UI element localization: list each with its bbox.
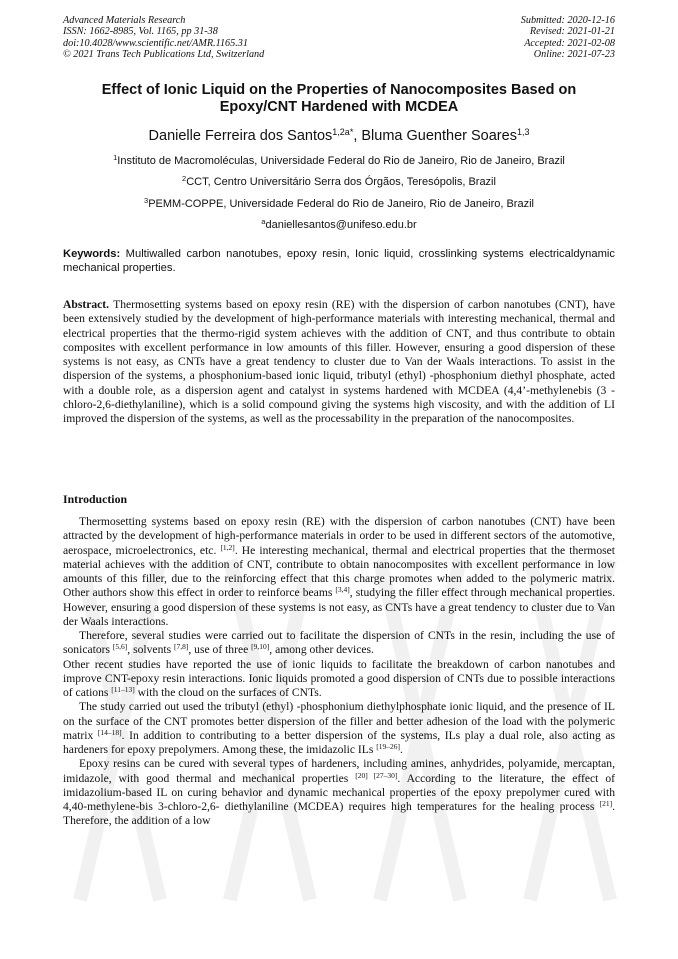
- text-run: The study carried out used the tributyl (ethyl) -phosphonium diethylphosphate ionic liquid, and the presence of IL on the surface of the CNT promotes better dispersion of the filler and better adhesion of the load with the polymeric matrix: [63, 700, 615, 742]
- affiliation-2: [63, 172, 615, 189]
- text-run: , among other devices.: [269, 643, 374, 657]
- citation: [3,4]: [335, 585, 350, 595]
- section-heading-introduction: Introduction: [63, 492, 128, 506]
- author-1: Danielle Ferreira dos Santos: [148, 128, 333, 144]
- citation: [14–18]: [97, 727, 122, 737]
- text-run: , use of three: [188, 643, 252, 657]
- text-run: .: [400, 743, 403, 756]
- keywords: [63, 248, 615, 275]
- affiliation-3-text: PEMM-COPPE, Universidade Federal do Rio de Janeiro, Rio de Janeiro, Brazil: [148, 198, 534, 210]
- citation: [11–13]: [111, 685, 135, 694]
- text-run: . He interesting mechanical, thermal and electrical properties that the thermoset material achieves with the addition of CNT, contribute to obtain nanocomposites with excellent performance in low amounts of this filler, due to the reinforcing effect that this charge promotes when added to the polymeric matrix. Other authors show this effect in order to reinforce beams: [63, 543, 615, 600]
- citation: [19–26]: [376, 742, 401, 751]
- intro-paragraph-5: [63, 757, 615, 828]
- abstract-label: Abstract.: [63, 298, 110, 311]
- text-run: . In addition to contributing to a better dispersion of the systems, ILs play a dual role, also acting as hardeners for epoxy prepolymers. Among these, the imidazolic ILs: [63, 728, 615, 756]
- text-run: . According to the literature, the effect of imidazolium-based IL on curing behavior and dynamic mechanical properties of the epoxy prepolymer cured with 4,40-methylene-bis 3-chloro-2,6- diethylaniline (MCDEA) requires high temperatures for the healing process: [63, 771, 615, 813]
- intro-paragraph-1: [63, 515, 615, 629]
- citation: [5,6]: [112, 642, 128, 652]
- affiliation-1-text: Instituto de Macromoléculas, Universidade Federal do Rio de Janeiro, Rio de Janeiro, Brazil: [117, 155, 565, 167]
- author-1-sup: 1,2a*: [332, 127, 354, 137]
- intro-paragraph-2: [63, 629, 615, 658]
- citation: [20] [27–30]: [355, 770, 398, 780]
- text-run: , solvents: [127, 643, 174, 657]
- abstract: [63, 298, 615, 426]
- affiliation-2-text: CCT, Centro Universitário Serra dos Órgãos, Teresópolis, Brazil: [186, 176, 496, 188]
- text-run: with the cloud on the surfaces of CNTs.: [134, 686, 322, 699]
- text-run: Therefore, several studies were carried out to facilitate the dispersion of CNTs in the resin, including the use of sonicators: [63, 629, 615, 657]
- email: [63, 215, 615, 232]
- affiliation-2-sup: 2: [182, 174, 187, 183]
- intro-paragraph-4: [63, 700, 615, 757]
- affiliation-1-sup: 1: [113, 153, 118, 162]
- journal-name: Advanced Materials Research: [63, 15, 186, 26]
- journal-info: [63, 15, 264, 60]
- keywords-text: Multiwalled carbon nanotubes, epoxy resin, Ionic liquid, crosslinking systems electricaldynamic mechanical properties.: [63, 248, 615, 274]
- accepted-date: Accepted: 2021-02-08: [524, 37, 615, 49]
- keywords-label: Keywords:: [63, 248, 121, 260]
- text-run: , studying the filler effect through mechanical properties. However, ensuring a good dispersion of these systems is not easy, as CNTs have a great tendency to cluster due to Van der Waals interactions.: [63, 586, 615, 628]
- doi-line: doi:10.4028/www.scientific.net/AMR.1165.31: [63, 37, 248, 49]
- email-sup: a: [261, 217, 266, 226]
- title-line-1: Effect of Ionic Liquid on the Properties of Nanocomposites Based on: [101, 82, 577, 98]
- revised-date: Revised: 2021-01-21: [529, 26, 615, 38]
- affiliation-3-sup: 3: [144, 196, 149, 205]
- affiliation-1: [63, 151, 615, 168]
- dates-info: [521, 15, 615, 60]
- citation: [21]: [599, 799, 613, 808]
- authors: [63, 123, 615, 145]
- citation: [1,2]: [220, 542, 235, 552]
- online-date: Online: 2021-07-23: [533, 48, 615, 60]
- introduction-body: [63, 515, 615, 829]
- email-text: daniellesantos@unifeso.edu.br: [265, 219, 417, 231]
- author-2: Bluma Guenther Soares: [361, 128, 517, 144]
- issn-line: ISSN: 1662-8985, Vol. 1165, pp 31-38: [63, 26, 218, 38]
- text-run: Epoxy resins can be cured with several types of hardeners, including amines, anhydrides, polyamide, mercaptan, imidazole, with good thermal and mechanical properties: [63, 757, 615, 785]
- text-run: Thermosetting systems based on epoxy resin (RE) with the dispersion of carbon nanotubes (CNT) have been attracted by the development of high-performance materials in order to be used in different sectors of the automotive, aerospace, microelectronics, etc.: [63, 515, 615, 557]
- text-run: . Therefore, the addition of a low: [63, 800, 615, 828]
- author-2-sup: 1,3: [516, 127, 530, 137]
- submitted-date: Submitted: 2020-12-16: [520, 15, 615, 26]
- author-separator: ,: [353, 128, 362, 144]
- citation: [9,10]: [251, 642, 270, 652]
- title-line-2: Epoxy/CNT Hardened with MCDEA: [219, 99, 459, 115]
- affiliation-3: [63, 194, 615, 211]
- text-run: Other recent studies have reported the use of ionic liquids to facilitate the breakdown of carbon nanotubes and improve CNT-epoxy resin interactions. Ionic liquids promoted a good dispersion of CNTs due to possible interactions of cations: [63, 657, 615, 699]
- citation: [7,8]: [174, 642, 189, 652]
- copyright-line: © 2021 Trans Tech Publications Ltd, Switzerland: [63, 48, 265, 60]
- paper-title: [63, 82, 615, 116]
- intro-paragraph-3: [63, 658, 615, 701]
- abstract-text: Thermosetting systems based on epoxy resin (RE) with the dispersion of carbon nanotubes (CNT), have been extensively studied by the development of high-performance materials with interesting mechanical, thermal and electrical properties that the thermo-rigid system achieves with the addition of CNT, and thus contribute to obtain composites with excellent performance in low amounts of this filler. However, ensuring a good dispersion of these systems is not easy, as CNTs have a great tendency to cluster due to Van der Waals interactions. To assist in the dispersion of the systems, a phosphonium-based ionic liquid, tributyl (ethyl) -phosphonium diethyl phosphate, acted with a double role, as a dispersion agent and catalyst in systems hardened with MCDEA (4,4’-methylenebis (3 - chloro-2,6-diethylaniline), which is a solid compound giving the systems high viscosity, and with the addition of LI improved the dispersion of the systems, as well as the processability in the preparation of the nanocomposites.: [63, 298, 615, 425]
